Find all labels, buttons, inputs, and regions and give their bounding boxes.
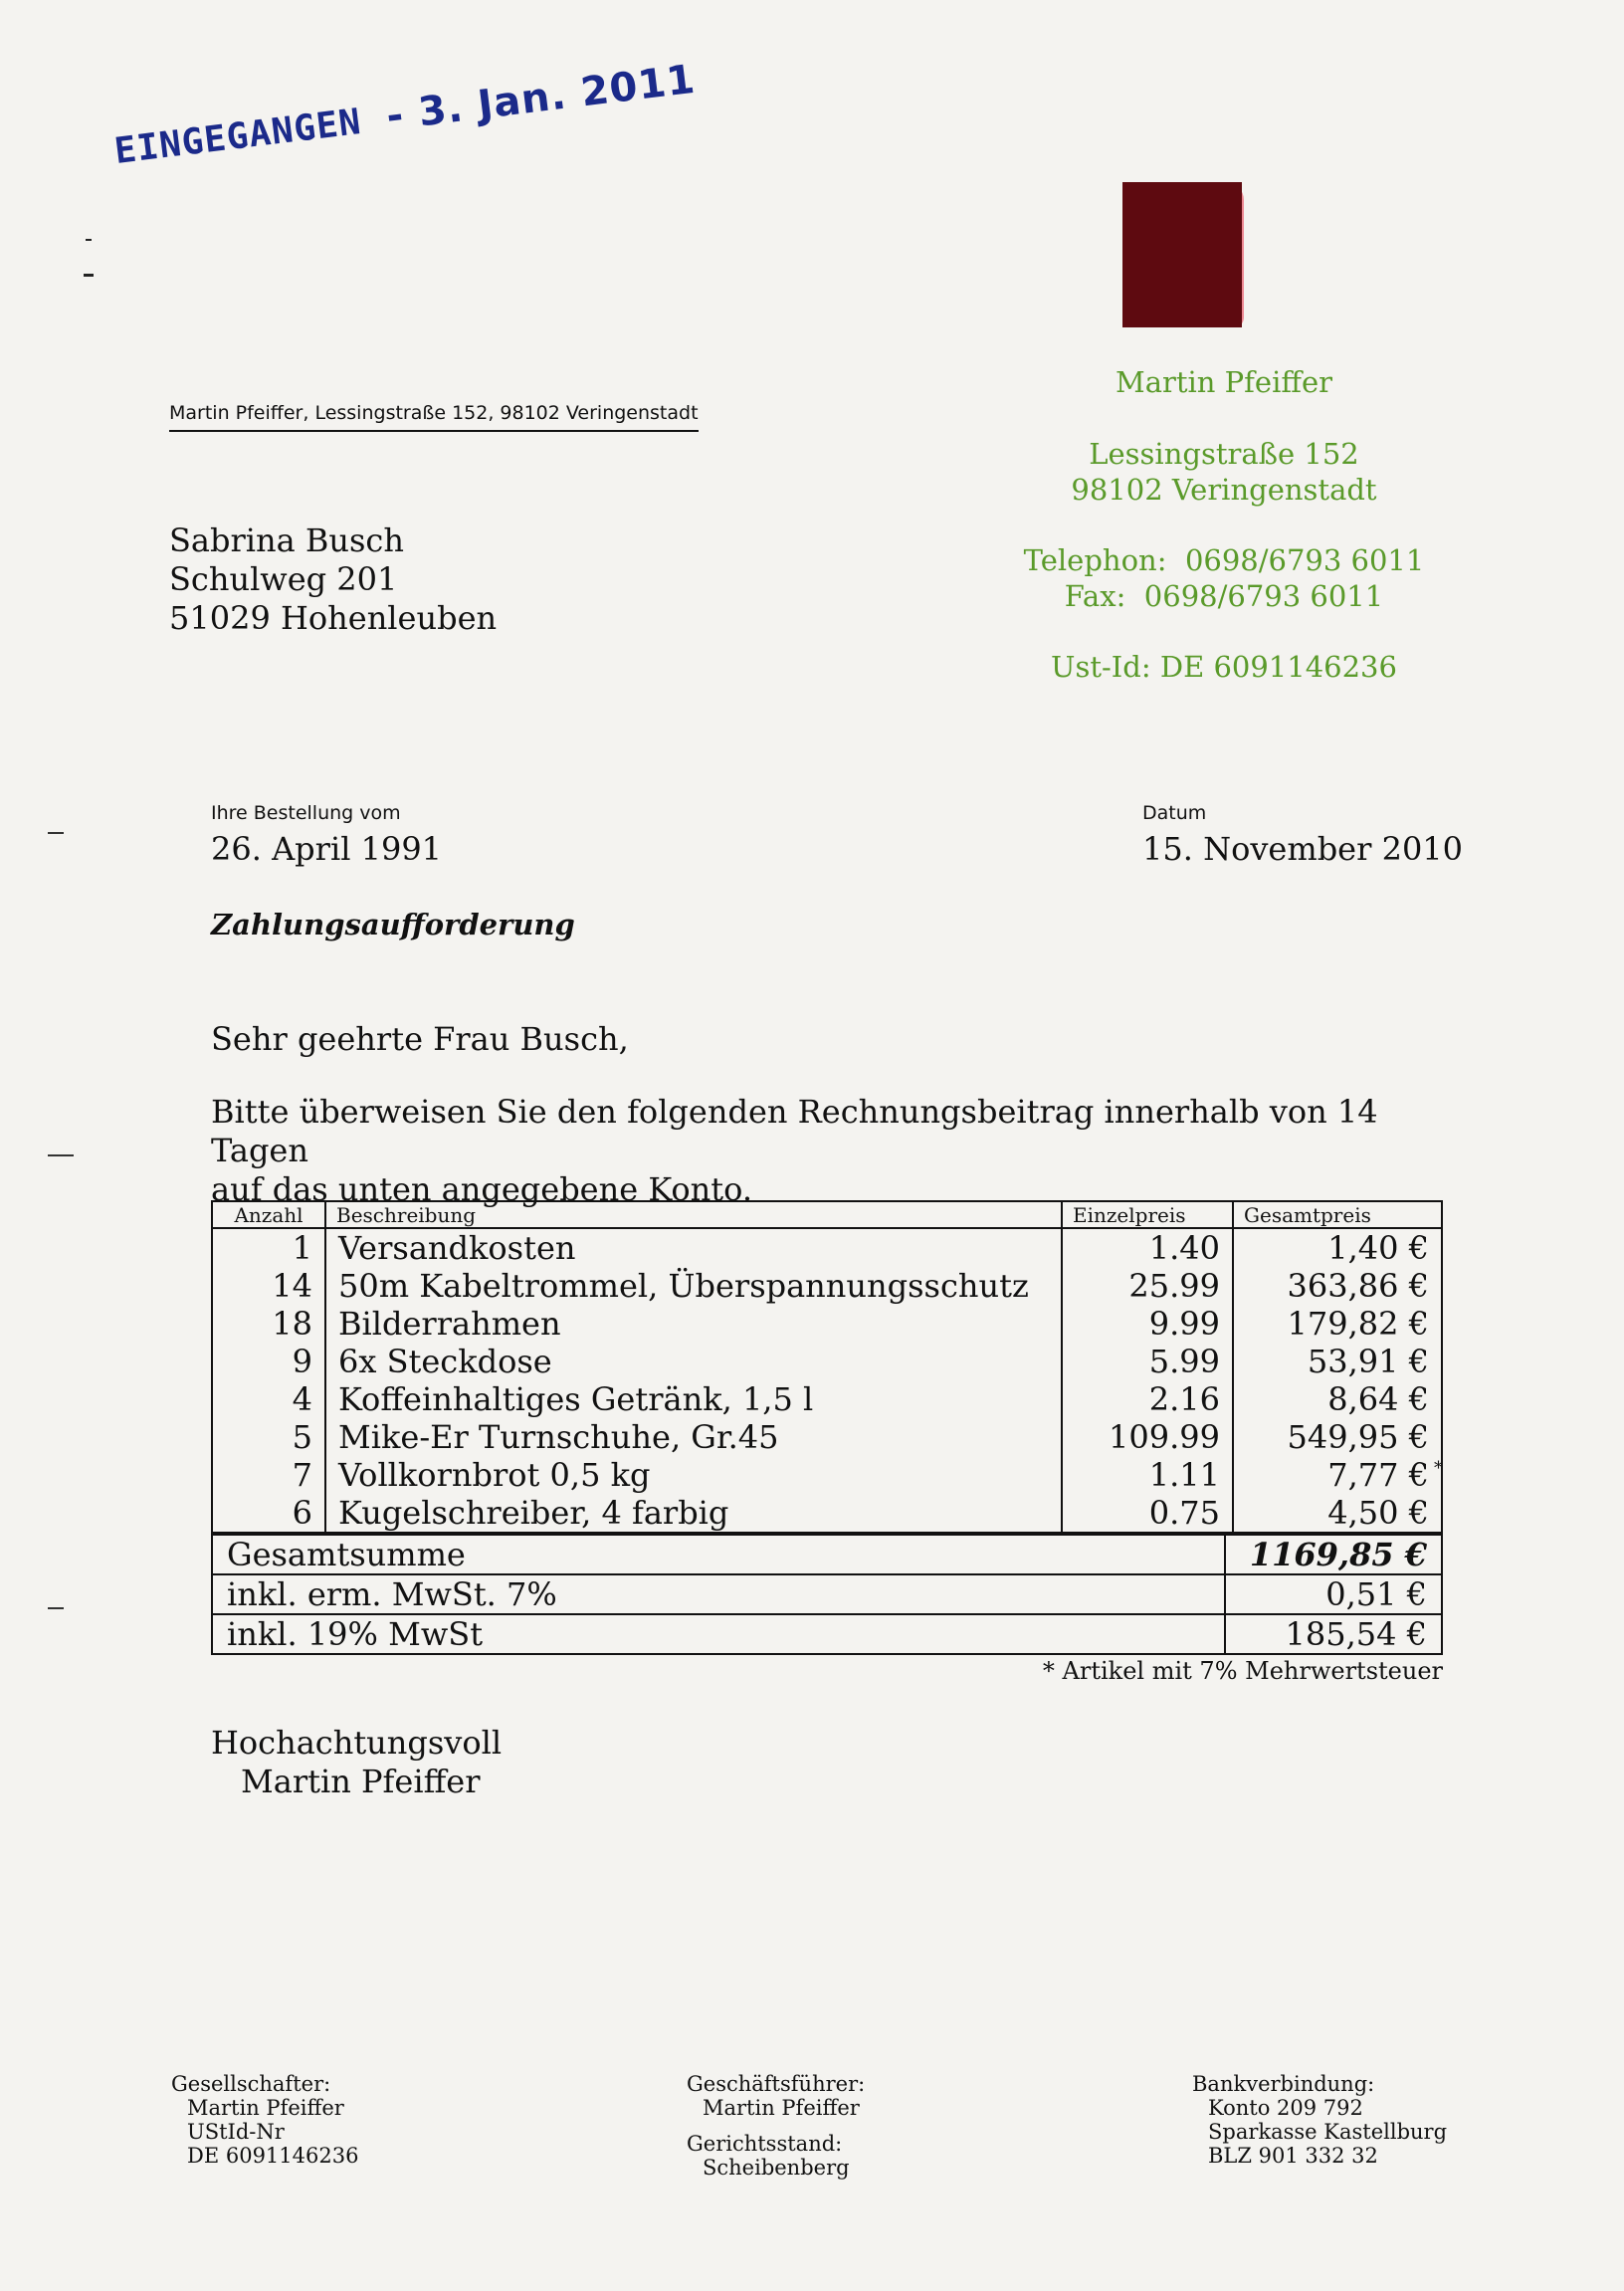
item-description-text: Koffeinhaltiges Getränk, 1,5 l <box>338 1380 814 1418</box>
fax-number: 0698/6793 6011 <box>1143 579 1384 613</box>
item-unit-price-text: 1.11 <box>1148 1456 1220 1494</box>
signature-name: Martin Pfeiffer <box>241 1763 481 1800</box>
salutation: Sehr geehrte Frau Busch, <box>211 1020 629 1058</box>
order-label: Ihre Bestellung vom <box>211 802 401 824</box>
item-unit-price-text: 2.16 <box>1148 1380 1220 1418</box>
item-qty-text: 14 <box>272 1267 312 1305</box>
item-total-price <box>1233 1380 1442 1418</box>
order-date: 26. April 1991 <box>211 830 443 868</box>
reduced-vat-marker: * <box>1434 1458 1443 1479</box>
recipient-name: Sabrina Busch <box>169 521 404 559</box>
recipient-street: Schulweg 201 <box>169 560 398 598</box>
header-description: Beschreibung <box>325 1201 1062 1228</box>
fax-label: Fax: <box>1064 579 1126 613</box>
footer-partners <box>171 2072 358 2168</box>
item-unit-price-text: 25.99 <box>1128 1267 1220 1305</box>
vat-reduced-label: inkl. erm. MwSt. 7% <box>212 1574 1225 1614</box>
item-qty-text: 6 <box>292 1494 312 1532</box>
letter-subject: Zahlungsaufforderung <box>211 908 575 941</box>
item-unit-price-text: 5.99 <box>1148 1343 1220 1380</box>
item-unit-price-text: 1.40 <box>1148 1229 1220 1267</box>
footer-management <box>687 2072 865 2180</box>
vat-standard-label: inkl. 19% MwSt <box>212 1614 1225 1654</box>
item-unit-price-text: 9.99 <box>1148 1305 1220 1343</box>
body-line: auf das unten angegebene Konto. <box>211 1170 752 1208</box>
item-qty-text: 5 <box>292 1418 312 1456</box>
item-qty <box>212 1343 325 1380</box>
table-row <box>212 1305 1442 1343</box>
item-qty-text: 18 <box>272 1305 312 1343</box>
item-qty-text: 1 <box>292 1229 312 1267</box>
item-unit-price <box>1062 1494 1233 1533</box>
item-qty-text: 7 <box>292 1456 312 1494</box>
item-description <box>325 1418 1062 1456</box>
stamp-text: EINGEGANGEN <box>111 101 364 173</box>
hole-mark <box>48 1154 74 1156</box>
vat-standard-row <box>212 1614 1442 1654</box>
item-unit-price-text: 109.99 <box>1109 1418 1220 1456</box>
item-total-price-text: 363,86 € <box>1287 1267 1429 1305</box>
header-qty: Anzahl <box>212 1201 325 1228</box>
item-total-price-text: 179,82 € <box>1287 1305 1429 1343</box>
fold-mark <box>48 832 64 834</box>
item-total-price-text: 8,64 € <box>1327 1380 1429 1418</box>
footer-label: Gesellschafter: <box>171 2072 331 2096</box>
fold-mark <box>48 1607 64 1609</box>
header-unit-price: Einzelpreis <box>1062 1201 1233 1228</box>
footer-value: Konto 209 792 <box>1208 2096 1363 2120</box>
item-description-text: Versandkosten <box>338 1229 576 1267</box>
item-total-price-text: 549,95 € <box>1287 1418 1429 1456</box>
item-qty <box>212 1456 325 1494</box>
item-total-price <box>1233 1418 1442 1456</box>
received-stamp <box>111 57 698 173</box>
stamp-date: - 3. Jan. 2011 <box>383 56 699 140</box>
phone-label: Telephon: <box>1023 543 1167 577</box>
sender-phone <box>995 542 1453 578</box>
footnote: * Artikel mit 7% Mehrwertsteuer <box>1042 1657 1443 1685</box>
table-row <box>212 1343 1442 1380</box>
item-qty <box>212 1380 325 1418</box>
invoice-table <box>211 1200 1443 1534</box>
body-text <box>211 1093 1455 1209</box>
footer-value: DE 6091146236 <box>187 2144 359 2168</box>
item-unit-price <box>1062 1456 1233 1494</box>
footer-label: Gerichtsstand: <box>687 2132 843 2156</box>
sender-name: Martin Pfeiffer <box>1116 365 1332 399</box>
item-description <box>325 1494 1062 1533</box>
item-total-price <box>1233 1456 1442 1494</box>
item-total-price <box>1233 1305 1442 1343</box>
footer-label: Bankverbindung: <box>1192 2072 1375 2096</box>
item-description-text: Vollkornbrot 0,5 kg <box>338 1456 651 1494</box>
item-description-text: 6x Steckdose <box>338 1343 552 1380</box>
recipient-address <box>169 521 497 638</box>
phone-number: 0698/6793 6011 <box>1184 543 1425 577</box>
table-row <box>212 1494 1442 1533</box>
stamp-mark <box>84 274 94 277</box>
table-row <box>212 1380 1442 1418</box>
total-row <box>212 1535 1442 1574</box>
item-unit-price-text: 0.75 <box>1148 1494 1220 1532</box>
item-description <box>325 1380 1062 1418</box>
item-qty-text: 4 <box>292 1380 312 1418</box>
item-qty <box>212 1418 325 1456</box>
company-logo <box>1122 182 1331 329</box>
recipient-city: 51029 Hohenleuben <box>169 599 498 637</box>
item-total-price-text: 1,40 € <box>1327 1229 1429 1267</box>
sender-vat: Ust-Id: DE 6091146236 <box>1051 650 1397 684</box>
footer-value: Martin Pfeiffer <box>703 2096 860 2120</box>
table-header-row <box>212 1201 1442 1228</box>
item-description <box>325 1343 1062 1380</box>
item-unit-price <box>1062 1305 1233 1343</box>
closing-line: Hochachtungsvoll <box>211 1724 503 1762</box>
item-total-price <box>1233 1228 1442 1267</box>
body-line: Bitte überweisen Sie den folgenden Rechnungsbeitrag innerhalb von 14 Tagen <box>211 1093 1378 1169</box>
item-qty <box>212 1267 325 1305</box>
sender-city: 98102 Veringenstadt <box>1071 473 1377 507</box>
item-description <box>325 1228 1062 1267</box>
item-total-price-text: 7,77 € <box>1327 1456 1429 1494</box>
vat-reduced-row <box>212 1574 1442 1614</box>
footer-value: BLZ 901 332 32 <box>1208 2144 1378 2168</box>
item-total-price-text: 53,91 € <box>1307 1343 1429 1380</box>
footer-label: Geschäftsführer: <box>687 2072 866 2096</box>
item-unit-price <box>1062 1380 1233 1418</box>
sender-fax <box>995 578 1453 614</box>
item-qty-text: 9 <box>292 1343 312 1380</box>
stamp-mark <box>86 239 92 241</box>
footer-value: Sparkasse Kastellburg <box>1208 2120 1448 2144</box>
table-row <box>212 1456 1442 1494</box>
closing <box>211 1724 502 1801</box>
table-row <box>212 1267 1442 1305</box>
item-description-text: Kugelschreiber, 4 farbig <box>338 1494 729 1532</box>
item-total-price <box>1233 1343 1442 1380</box>
item-description-text: 50m Kabeltrommel, Überspannungsschutz <box>338 1267 1029 1305</box>
item-total-price <box>1233 1267 1442 1305</box>
letter-date: 15. November 2010 <box>1142 830 1464 868</box>
item-unit-price <box>1062 1228 1233 1267</box>
total-label: Gesamtsumme <box>212 1535 1225 1574</box>
logo-square <box>1122 182 1242 327</box>
header-total-price: Gesamtpreis <box>1233 1201 1442 1228</box>
item-description <box>325 1267 1062 1305</box>
item-unit-price <box>1062 1418 1233 1456</box>
table-row <box>212 1228 1442 1267</box>
vat-reduced-value: 0,51 € <box>1225 1574 1442 1614</box>
vat-standard-value: 185,54 € <box>1225 1614 1442 1654</box>
footer-value: Scheibenberg <box>703 2156 850 2180</box>
item-unit-price <box>1062 1267 1233 1305</box>
totals-table <box>211 1534 1443 1655</box>
item-qty <box>212 1494 325 1533</box>
item-qty <box>212 1305 325 1343</box>
footer-bank <box>1192 2072 1447 2168</box>
table-row <box>212 1418 1442 1456</box>
item-description <box>325 1456 1062 1494</box>
item-description-text: Mike-Er Turnschuhe, Gr.45 <box>338 1418 779 1456</box>
item-total-price-text: 4,50 € <box>1327 1494 1429 1532</box>
return-address: Martin Pfeiffer, Lessingstraße 152, 98102 Veringenstadt <box>169 402 699 432</box>
item-description <box>325 1305 1062 1343</box>
total-value: 1169,85 € <box>1225 1535 1442 1574</box>
footer-label: UStId-Nr <box>187 2120 285 2144</box>
footer-value: Martin Pfeiffer <box>187 2096 344 2120</box>
date-label: Datum <box>1142 802 1207 824</box>
item-total-price <box>1233 1494 1442 1533</box>
item-qty <box>212 1228 325 1267</box>
item-description-text: Bilderrahmen <box>338 1305 561 1343</box>
sender-street: Lessingstraße 152 <box>1089 437 1359 471</box>
item-unit-price <box>1062 1343 1233 1380</box>
